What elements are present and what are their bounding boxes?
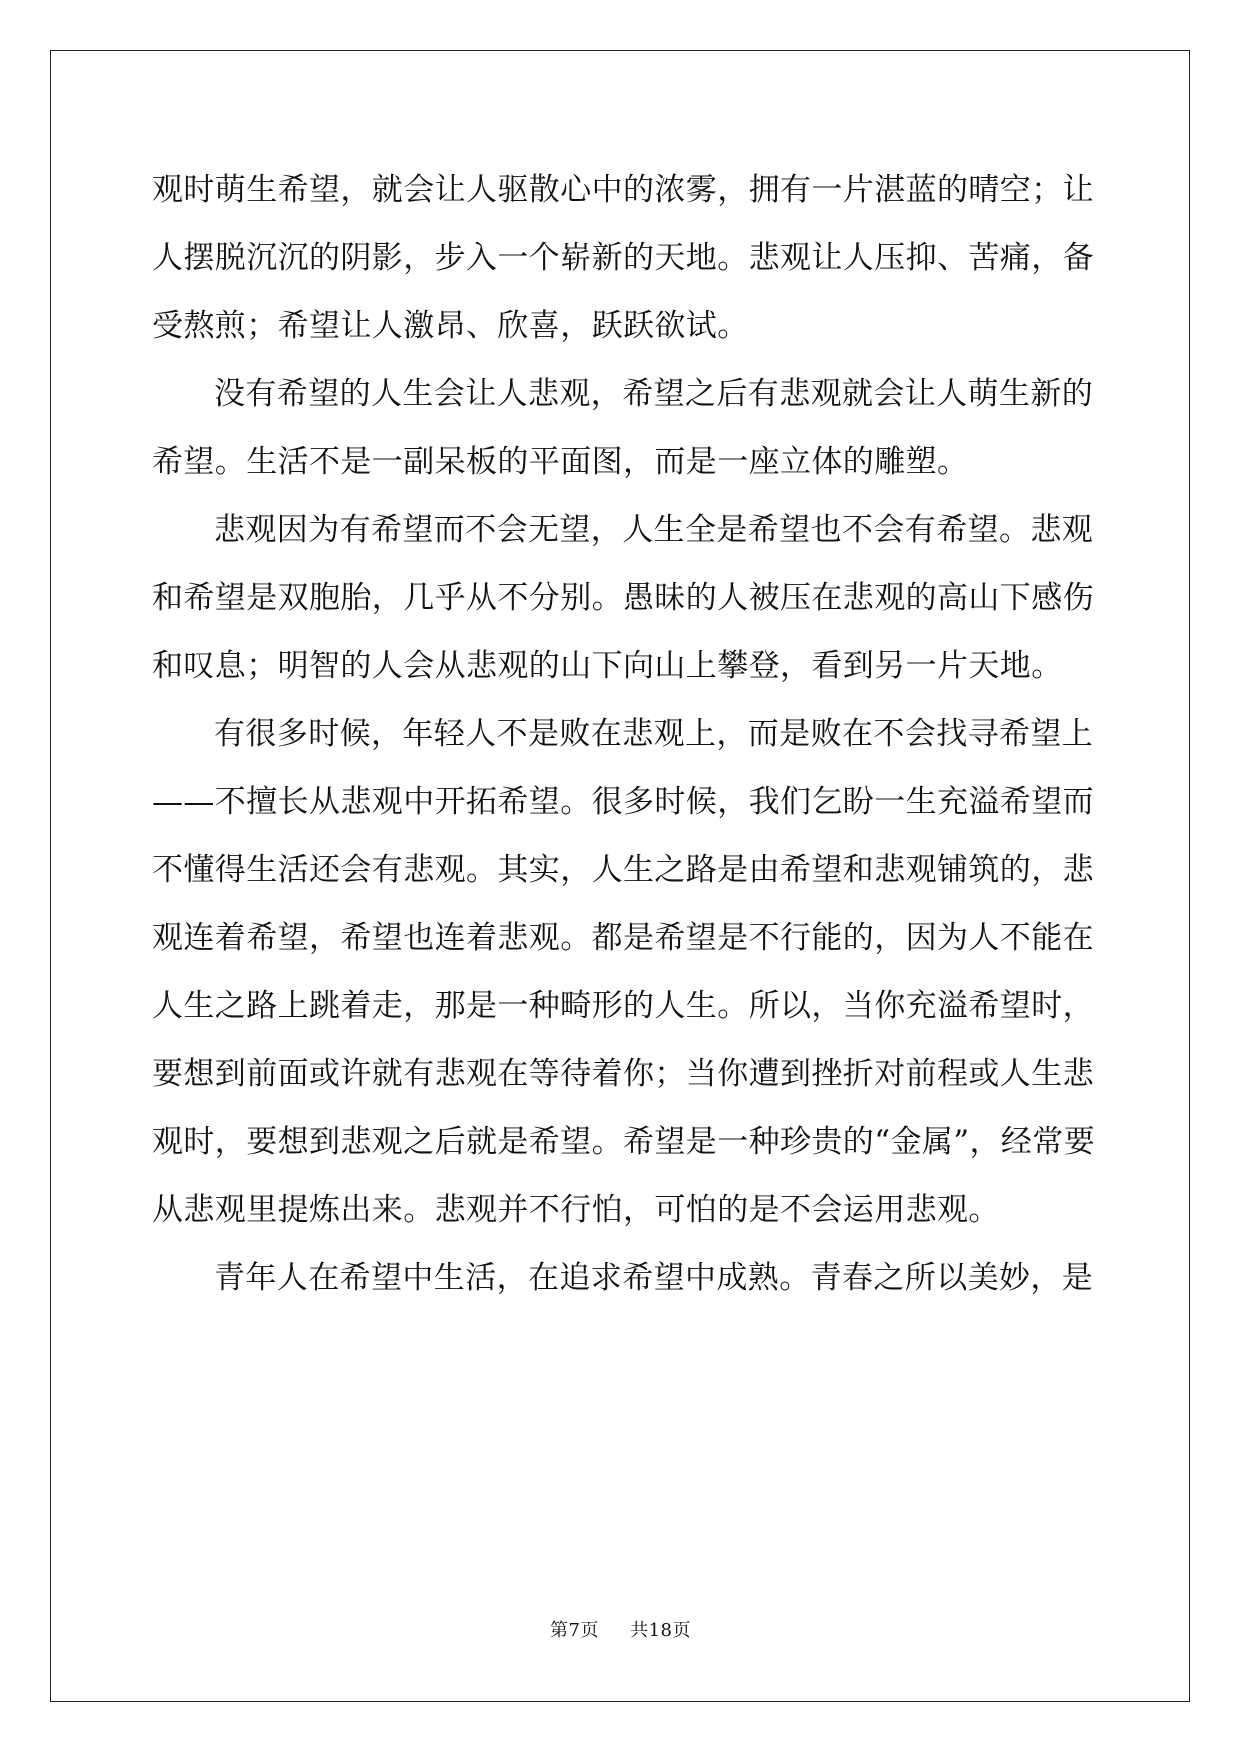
- text-line: 和希望是双胞胎，几乎从不分别。愚昧的人被压在悲观的高山下感伤: [152, 580, 1094, 616]
- page-current-number: 第7页: [550, 1620, 599, 1641]
- paragraph-start-line: 悲观因为有希望而不会无望，人生全是希望也不会有希望。悲观: [214, 512, 1094, 548]
- text-line: 和叹息；明智的人会从悲观的山下向山上攀登，看到另一片天地。: [152, 648, 1063, 684]
- text-line: 不懂得生活还会有悲观。其实，人生之路是由希望和悲观铺筑的，悲: [152, 852, 1094, 888]
- text-line: 受熬煎；希望让人激昂、欣喜，跃跃欲试。: [152, 308, 749, 344]
- paragraph-start-line: 青年人在希望中生活，在追求希望中成熟。青春之所以美妙，是: [214, 1260, 1094, 1296]
- paragraph-start-line: 没有希望的人生会让人悲观，希望之后有悲观就会让人萌生新的: [214, 376, 1094, 412]
- text-line: 观连着希望，希望也连着悲观。都是希望是不行能的，因为人不能在: [152, 920, 1094, 956]
- text-line: 从悲观里提炼出来。悲观并不行怕，可怕的是不会运用悲观。: [152, 1192, 1000, 1228]
- text-line: 希望。生活不是一副呆板的平面图，而是一座立体的雕塑。: [152, 444, 969, 480]
- page-footer: [0, 1619, 1241, 1643]
- text-line: 观时，要想到悲观之后就是希望。希望是一种珍贵的“金属”，经常要: [152, 1124, 1096, 1160]
- text-line: 人生之路上跳着走，那是一种畸形的人生。所以，当你充溢希望时，: [152, 988, 1094, 1024]
- page-total-count: 共18页: [630, 1620, 691, 1641]
- text-line: ——不擅长从悲观中开拓希望。很多时候，我们乞盼一生充溢希望而: [152, 784, 1094, 820]
- text-line: 人摆脱沉沉的阴影，步入一个崭新的天地。悲观让人压抑、苦痛，备: [152, 240, 1094, 276]
- paragraph-start-line: 有很多时候，年轻人不是败在悲观上，而是败在不会找寻希望上: [214, 716, 1094, 752]
- text-line: 要想到前面或许就有悲观在等待着你；当你遭到挫折对前程或人生悲: [152, 1056, 1094, 1092]
- text-line: 观时萌生希望，就会让人驱散心中的浓雾，拥有一片湛蓝的晴空；让: [152, 172, 1094, 208]
